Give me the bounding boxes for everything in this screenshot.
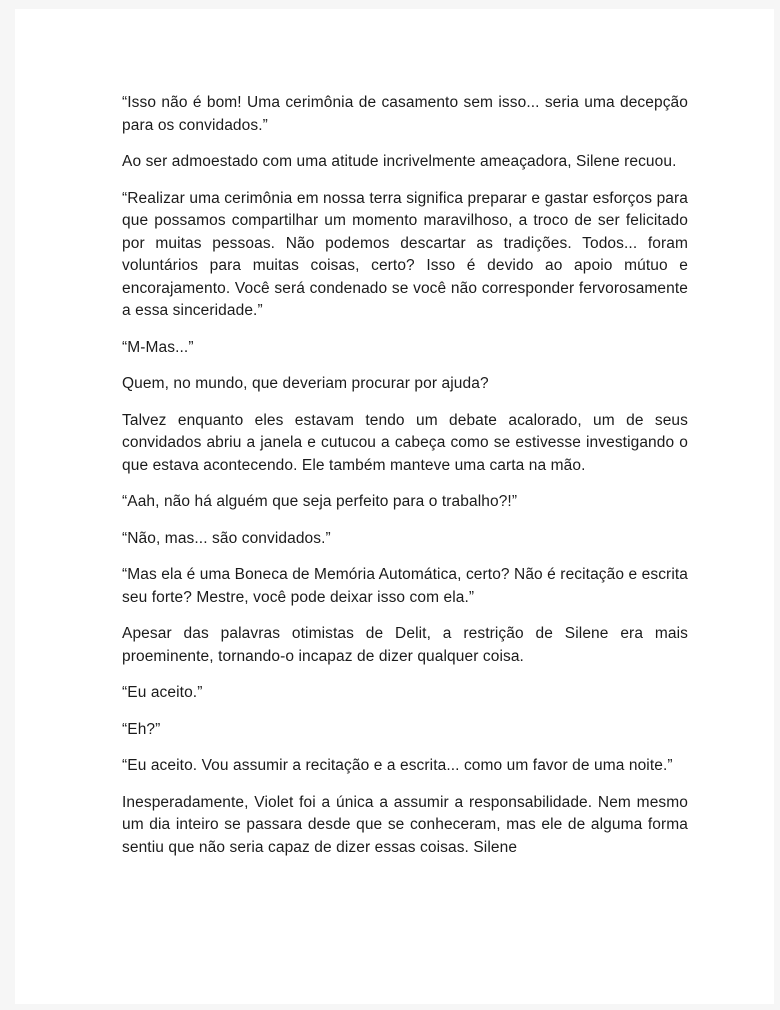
paragraph-dialogue: “Aah, não há alguém que seja perfeito para o trabalho?!” [122,493,518,510]
paragraph-narration: Apesar das palavras otimistas de Delit, a restrição de Silene era mais proeminente, tornando-o incapaz de dizer qualquer coisa. [122,625,688,665]
paragraph-dialogue: “Realizar uma cerimônia em nossa terra significa preparar e gastar esforços para que possamos compartilhar um momento maravilhoso, a troco de ser felicitado por muitas pessoas. Não podemos descartar as tradições. Todos... foram voluntários para muitas coisas, certo? Isso é devido ao apoio mútuo e encorajamento. Você será condenado se você não corresponder fervorosamente a essa sinceridade.” [122,189,688,319]
paragraph-dialogue: “M-Mas...” [122,338,194,356]
paragraph-dialogue: “Mas ela é uma Boneca de Memória Automática, certo? Não é recitação e escrita seu forte? Mestre, você pode deixar isso com ela.” [122,566,688,606]
paragraph-dialogue: “Eu aceito. Vou assumir a recitação e a escrita... como um favor de uma noite.” [122,757,673,774]
paragraph-dialogue: “Eu aceito.” [122,684,203,701]
paragraph-dialogue: “Isso não é bom! Uma cerimônia de casamento sem isso... seria uma decepção para os convidados.” [122,94,688,134]
paragraph-narration: Ao ser admoestado com uma atitude incrivelmente ameaçadora, Silene recuou. [122,153,677,170]
paragraph-narration: Quem, no mundo, que deveriam procurar por ajuda? [122,375,489,392]
paragraph-narration: Inesperadamente, Violet foi a única a assumir a responsabilidade. Nem mesmo um dia inteiro se passara desde que se conheceram, mas ele de alguma forma sentiu que não seria capaz de dizer essas coisas. Silene [122,793,688,856]
paragraph-narration: Talvez enquanto eles estavam tendo um debate acalorado, um de seus convidados abriu a janela e cutucou a cabeça como se estivesse investigando o que estava acontecendo. Ele também manteve uma carta na mão. [122,411,688,474]
paragraph-dialogue: “Eh?” [122,720,161,738]
text-column [122,92,688,859]
page-sheet [15,9,774,1004]
paragraph-dialogue: “Não, mas... são convidados.” [122,529,331,547]
